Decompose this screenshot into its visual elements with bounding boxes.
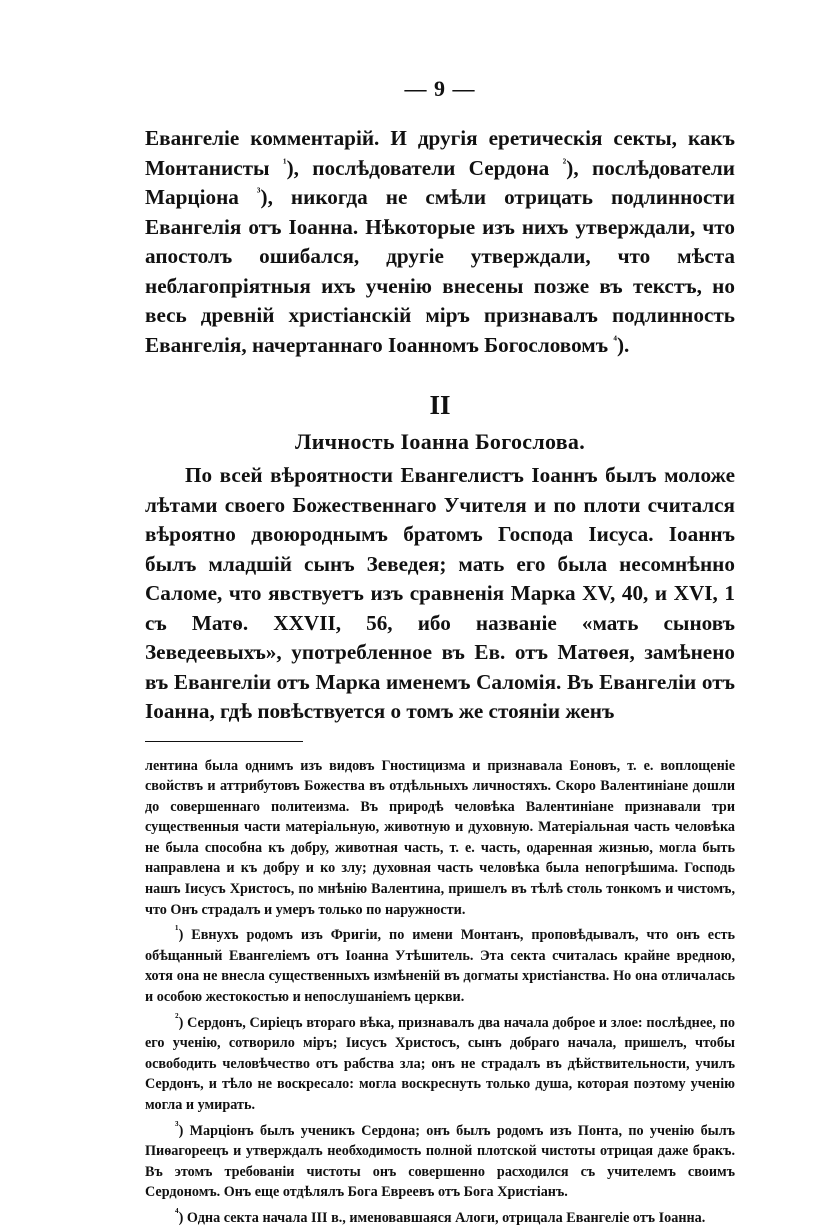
page-number: — 9 —	[404, 76, 476, 101]
footnote-marker: ¹	[175, 922, 179, 937]
footnote-4	[145, 1205, 735, 1229]
footnote-text: ) Сердонъ, Сиріецъ втораго вѣка, признавалъ два начала доброе и злое: послѣднее, по его ученію, сотворило міръ; Іисусъ Христосъ, сынъ добраго начала, пришелъ, чтобы освободить человѣчество отъ рабства зла; онъ не страдалъ въ дѣйствительности, училъ Сердонъ, и тѣло не воскресало: могла воскреснуть только душа, которая поэтому ученію могла и умирать.	[145, 1014, 735, 1113]
footnote-marker: ⁴	[175, 1205, 179, 1220]
footnote-ref-2: ²	[562, 155, 567, 170]
section-title: Личность Іоанна Богослова.	[295, 429, 585, 454]
intro-text-part: ), никогда не смѣли отрицать подлинности Евангелія отъ Іоанна. Нѣкоторые изъ нихъ утверждали, что апостолъ ошибался, другіе утверждали, что мѣста неблагопріятныя ихъ ученію внесены позже въ текстъ, но весь древній христіанскій міръ признавалъ подлинность Евангелія, начертаннаго Іоанномъ Богословомъ	[145, 185, 735, 357]
section-number: II	[429, 390, 451, 420]
footnote-ref-3: ³	[256, 184, 261, 199]
footnote-text: ) Марціонъ былъ ученикъ Сердона; онъ былъ родомъ изъ Понта, по ученію былъ Пиѳагореецъ и утверждалъ необходимость полной плотской чистоты отрицая даже бракъ. Въ этомъ требованіи чистоты онъ совершенно расходился съ учителемъ своимъ Сердономъ. Онъ еще отдѣлялъ Бога Евреевъ отъ Бога Христіанъ.	[145, 1122, 735, 1201]
intro-text-part: ), послѣдователи Сердона	[286, 155, 563, 180]
footnote-ref-1: ¹	[282, 155, 287, 170]
intro-text-part: Евангеліе комментарій. И другія еретическія секты, какъ Монтанисты	[145, 126, 735, 180]
footnote-ref-4: ⁴	[613, 332, 617, 347]
footnote-divider	[145, 741, 303, 742]
footnote-2	[145, 1009, 735, 1116]
intro-text-part: ), послѣдователи Марціона	[145, 155, 735, 209]
footnote-marker: ³	[175, 1117, 179, 1132]
footnote-text: ) Одна секта начала III в., именовавшаяся Алоги, отрицала Евангеліе отъ Іоанна.	[178, 1209, 706, 1226]
footnote-1	[145, 922, 735, 1007]
footnote-text: ) Евнухъ родомъ изъ Фригіи, по имени Монтанъ, проповѣдывалъ, что онъ есть обѣщанный Евангеліемъ отъ Іоанна Утѣшитель. Эта секта считалась крайне вредною, хотя она не внесла существенныхъ измѣненій въ догматы христіанства. Но она отличалась и особою жестокостью и непослушаніемъ церкви.	[145, 927, 735, 1006]
footnote-marker: ²	[175, 1009, 179, 1024]
main-paragraph: По всей вѣроятности Евангелистъ Іоаннъ былъ моложе лѣтами своего Божественнаго Учителя и по плоти считался вѣроятно двоюроднымъ братомъ Господа Іисуса. Іоаннъ былъ младшій сынъ Зеведея; мать его была несомнѣнно Саломе, что явствуетъ изъ сравненія Марка XV, 40, и XVI, 1 съ Матѳ. XXVII, 56, ибо названіе «мать сыновъ Зеведеевыхъ», употребленное въ Ев. отъ Матѳея, замѣнено въ Евангеліи отъ Марка именемъ Саломія. Въ Евангеліи отъ Іоанна, гдѣ повѣствуется о томъ же стояніи женъ	[145, 463, 735, 723]
intro-text-part: ).	[616, 332, 630, 357]
intro-paragraph	[145, 124, 735, 360]
footnote-continuation: лентина была однимъ изъ видовъ Гностицизма и признавала Еоновъ, т. е. воплощеніе свойствъ и аттрибутовъ Божества въ отдѣльныхъ личностяхъ. Скоро Валентиніане дошли до совершеннаго политеизма. Въ природѣ человѣка Валентиніане признавали три существенныя части матеріальную, животную и духовную. Матеріальная часть человѣка не была способна къ добру, животная часть, т. е. часть, одаренная жизнью, могла быть направлена и къ добру и ко злу; духовная часть человѣка была непогрѣшима. Господь нашъ Іисусъ Христосъ, по мнѣнію Валентина, пришелъ въ тѣлѣ столь тонкомъ и чистомъ, что Онъ страдалъ и умеръ только по наружности.	[145, 757, 735, 918]
